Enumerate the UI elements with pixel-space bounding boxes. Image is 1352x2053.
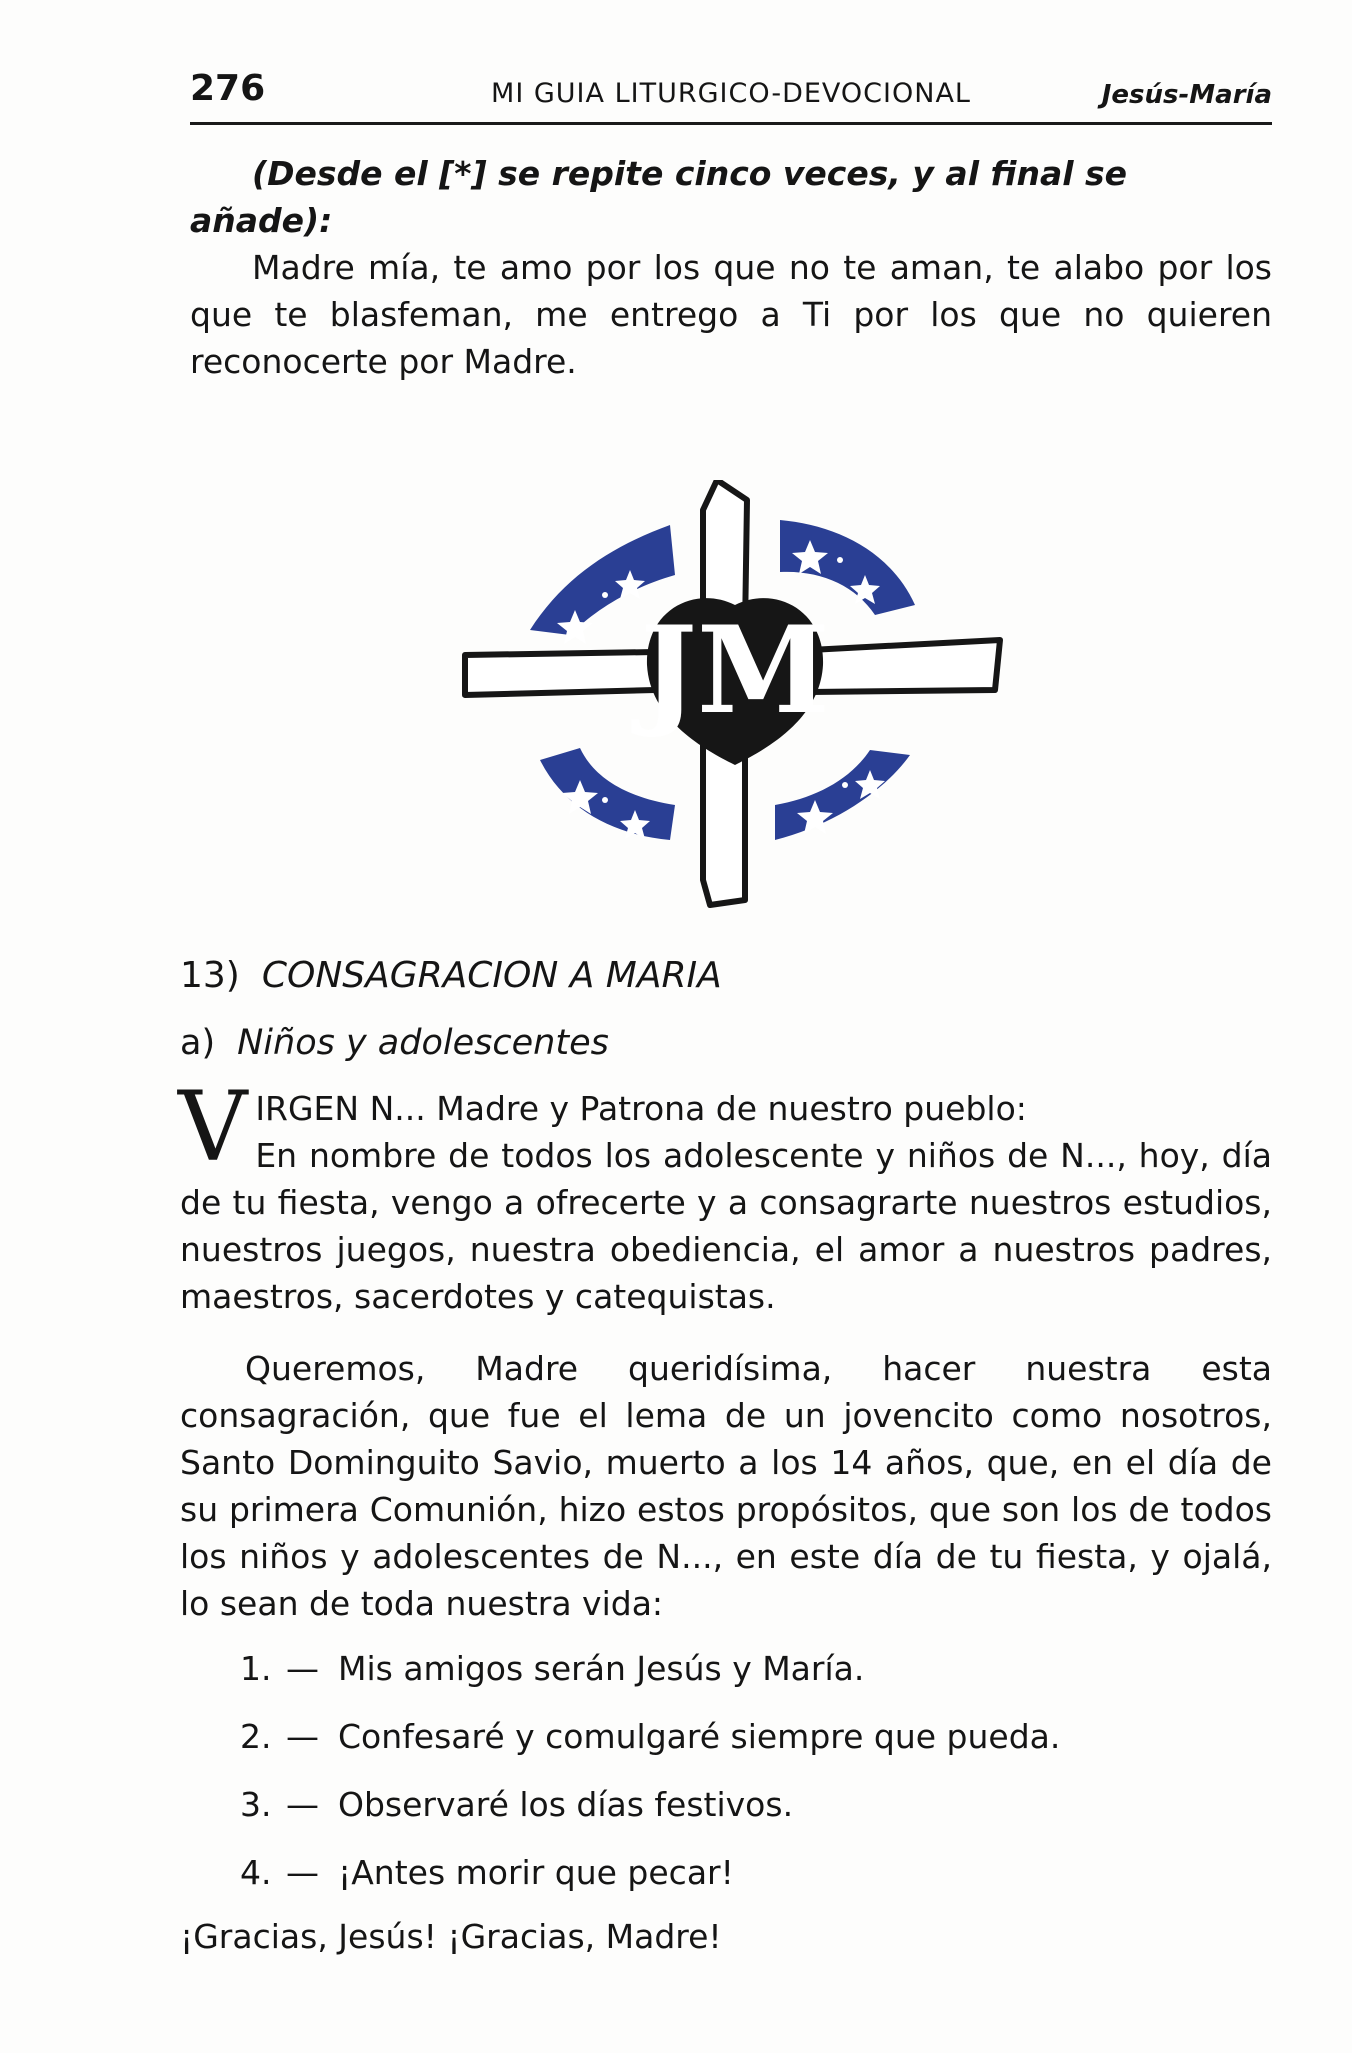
item-text: Mis amigos serán Jesús y María.	[338, 1649, 865, 1688]
prayer-lead-smallcaps: IRGEN	[255, 1089, 360, 1128]
item-text: ¡Antes morir que pecar!	[338, 1853, 734, 1892]
closing-line: ¡Gracias, Jesús! ¡Gracias, Madre!	[180, 1917, 722, 1956]
subsection-heading	[180, 1023, 609, 1063]
section-number: 13)	[180, 955, 240, 996]
subsection-title: Niños y adolescentes	[237, 1023, 609, 1063]
item-dash: —	[286, 1649, 319, 1688]
intro-section	[190, 150, 1272, 385]
item-dash: —	[286, 1785, 319, 1824]
item-dash: —	[286, 1717, 319, 1756]
list-item	[240, 1781, 1060, 1849]
monogram-text: JM	[640, 600, 830, 741]
prayer-lead: N... Madre y Patrona de nuestro pueblo:	[359, 1089, 1027, 1128]
list-item	[240, 1849, 1060, 1917]
prayer-body: En nombre de todos los adolescente y niños de N..., hoy, día de tu fiesta, vengo a ofrecerte y a consagrarte nuestros estudios, nuestros juegos, nuestra obediencia, el amor a nuestros padres, maestros, sacerdotes y catequistas.	[180, 1136, 1272, 1316]
page-number: 276	[190, 68, 266, 109]
list-item	[240, 1645, 1060, 1713]
section-title: CONSAGRACION A MARIA	[261, 955, 722, 996]
drop-cap: V	[178, 1071, 248, 1183]
intro-prayer: Madre mía, te amo por los que no te aman, te alabo por los que te blasfeman, me entrego a Ti por los que no quieren reconocerte por Madre.	[190, 248, 1272, 381]
cross-marian-monogram-icon	[455, 480, 1015, 910]
item-number: 1.	[240, 1649, 272, 1688]
item-dash: —	[286, 1853, 319, 1892]
subsection-letter: a)	[180, 1023, 216, 1063]
resolutions-list	[240, 1645, 1060, 1917]
list-item	[240, 1713, 1060, 1781]
item-text: Confesaré y comulgaré siempre que pueda.	[338, 1717, 1061, 1756]
section-heading	[180, 955, 722, 996]
item-number: 3.	[240, 1785, 272, 1824]
prayer-paragraph-2: Queremos, Madre queridísima, hacer nuestra esta consagración, que fue el lema de un jovencito como nosotros, Santo Dominguito Savio, muerto a los 14 años, que, en el día de su primera Comunión, hizo estos propósitos, que son los de todos los niños y adolescentes de N..., en este día de tu fiesta, y ojalá, lo sean de toda nuestra vida:	[180, 1349, 1272, 1623]
book-title: MI GUIA LITURGICO-DEVOCIONAL	[491, 78, 971, 109]
item-text: Observaré los días festivos.	[338, 1785, 794, 1824]
intro-rubric: (Desde el [*] se repite cinco veces, y al final se añade):	[190, 154, 1128, 240]
item-number: 4.	[240, 1853, 272, 1892]
running-header	[190, 68, 1272, 125]
item-number: 2.	[240, 1717, 272, 1756]
section-name: Jesús-María	[1101, 80, 1272, 110]
consecration-prayer	[178, 1071, 1272, 1320]
